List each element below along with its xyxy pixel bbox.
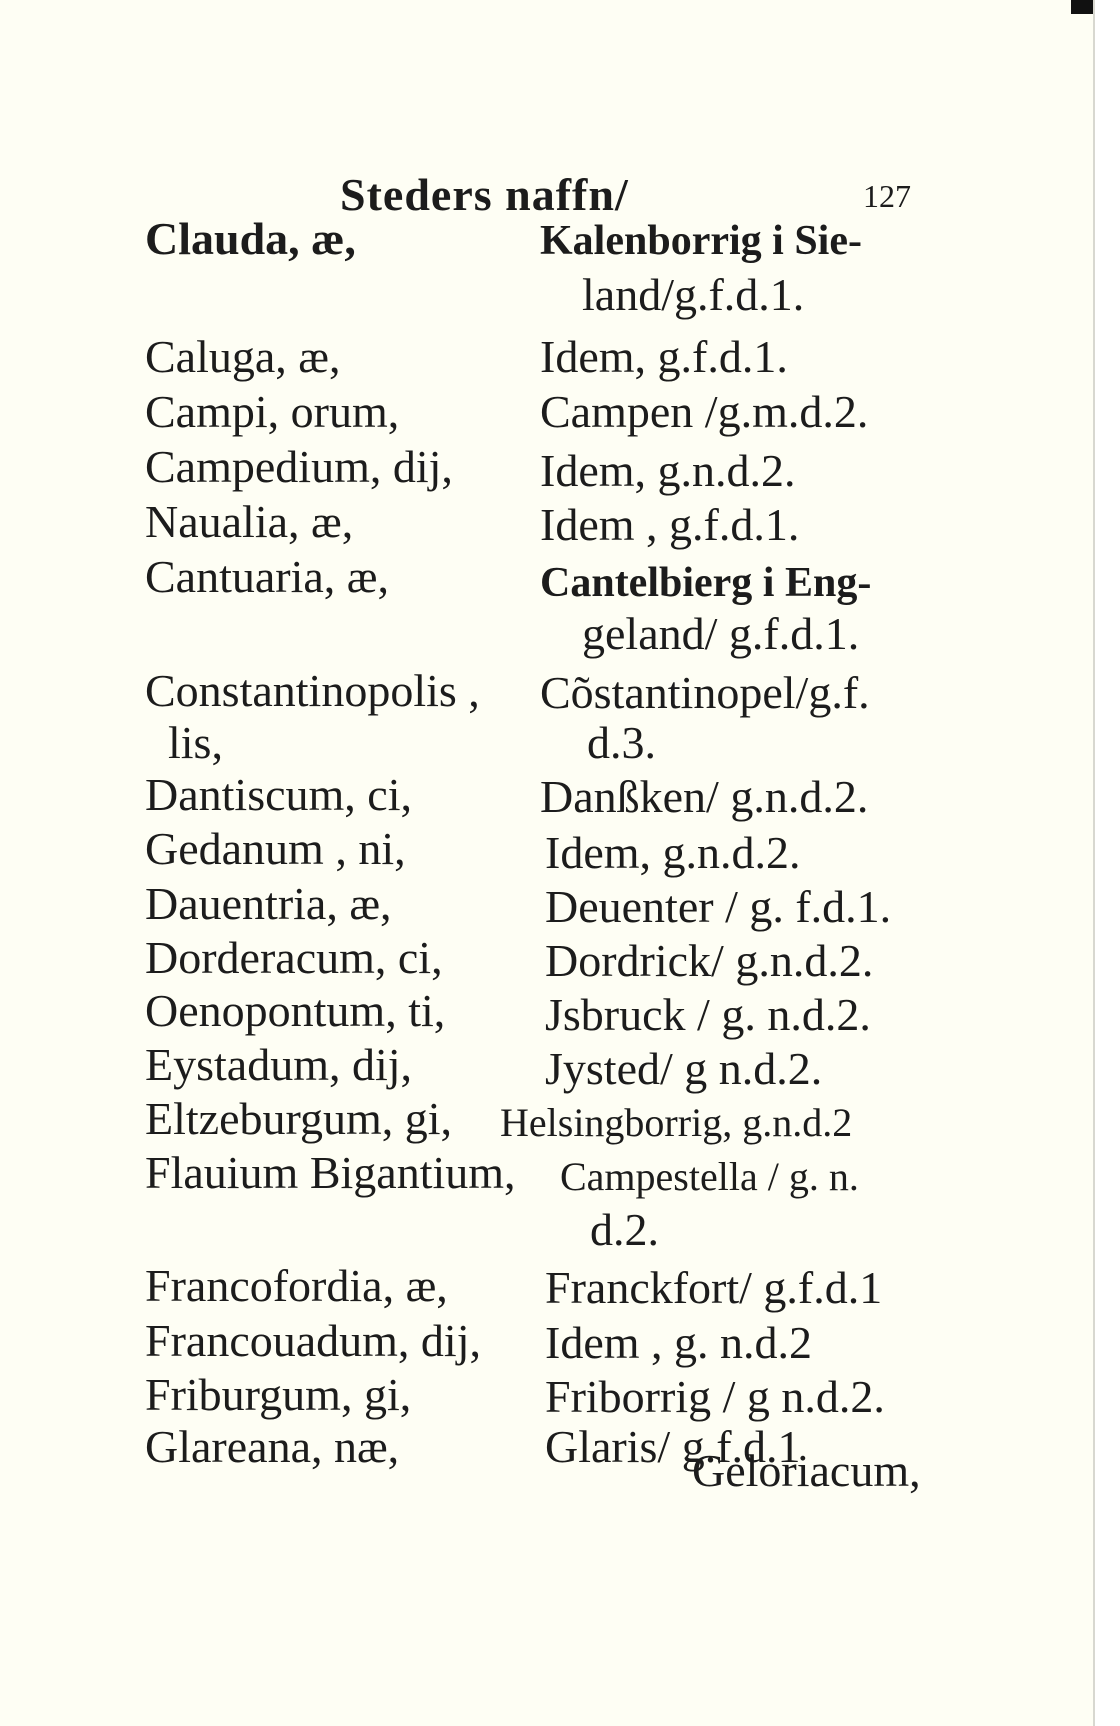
page-number: 127 — [863, 178, 911, 214]
entry-danish: Idem, g.n.d.2. — [545, 827, 801, 878]
entry-latin: Friburgum, gi, — [145, 1369, 412, 1420]
entry-latin: Cantuaria, æ, — [145, 551, 389, 602]
entry-latin: Campedium, dij, — [145, 441, 453, 492]
entry-latin: Eystadum, dij, — [145, 1039, 413, 1090]
running-header: Steders naffn/ — [340, 169, 629, 220]
entry-danish: Jsbruck / g. n.d.2. — [545, 989, 871, 1040]
entry-latin: Francouadum, dij, — [145, 1315, 481, 1366]
entry-latin: Eltzeburgum, gi, — [145, 1093, 453, 1144]
entry-danish: Helsingborrig, g.n.d.2 — [500, 1100, 853, 1145]
entry-latin: Dauentria, æ, — [145, 878, 392, 929]
entry-danish-continued: d.2. — [590, 1204, 659, 1255]
entry-latin: Constantinopolis , — [145, 665, 480, 716]
entry-latin: Francofordia, æ, — [145, 1260, 448, 1311]
entry-danish: Friborrig / g n.d.2. — [545, 1371, 885, 1422]
entry-danish: Cõstantinopel/g.f. — [540, 667, 870, 718]
entry-latin: Dantiscum, ci, — [145, 769, 412, 820]
entry-latin: Dorderacum, ci, — [145, 932, 443, 983]
entry-danish: Idem, g.f.d.1. — [540, 331, 788, 382]
entry-danish: Deuenter / g. f.d.1. — [545, 881, 892, 932]
entry-danish: Jysted/ g n.d.2. — [545, 1043, 823, 1094]
entry-latin-continued: lis, — [168, 717, 223, 768]
entry-danish: Idem , g.f.d.1. — [540, 499, 800, 550]
entry-danish: Dordrick/ g.n.d.2. — [545, 935, 874, 986]
entry-danish: Idem , g. n.d.2 — [545, 1317, 813, 1368]
entry-danish: Danßken/ g.n.d.2. — [540, 771, 869, 822]
entry-danish: Franckfort/ g.f.d.1 — [545, 1262, 883, 1313]
entry-danish: Cantelbierg i Eng- — [540, 560, 872, 606]
entry-danish-continued: land/g.f.d.1. — [582, 269, 805, 320]
entry-latin: Flauium Bigantium, — [145, 1147, 516, 1198]
entry-latin: Clauda, æ, — [145, 213, 356, 264]
entry-danish: Campen /g.m.d.2. — [540, 386, 869, 437]
entry-danish: Glaris/ g.f.d.1 — [545, 1421, 801, 1472]
entry-latin: Oenopontum, ti, — [145, 985, 446, 1036]
entry-latin: Glareana, næ, — [145, 1421, 400, 1472]
entry-danish-continued: geland/ g.f.d.1. — [582, 608, 860, 659]
entry-latin: Caluga, æ, — [145, 331, 341, 382]
entry-danish: Idem, g.n.d.2. — [540, 445, 796, 496]
catchword: Geloriacum, — [692, 1445, 921, 1496]
entry-danish: Kalenborrig i Sie- — [540, 218, 862, 264]
entry-danish-continued: d.3. — [587, 717, 656, 768]
entry-latin: Campi, orum, — [145, 386, 400, 437]
entry-danish: Campestella / g. n. — [560, 1154, 859, 1199]
entry-latin: Gedanum , ni, — [145, 823, 406, 874]
entry-latin: Naualia, æ, — [145, 496, 354, 547]
